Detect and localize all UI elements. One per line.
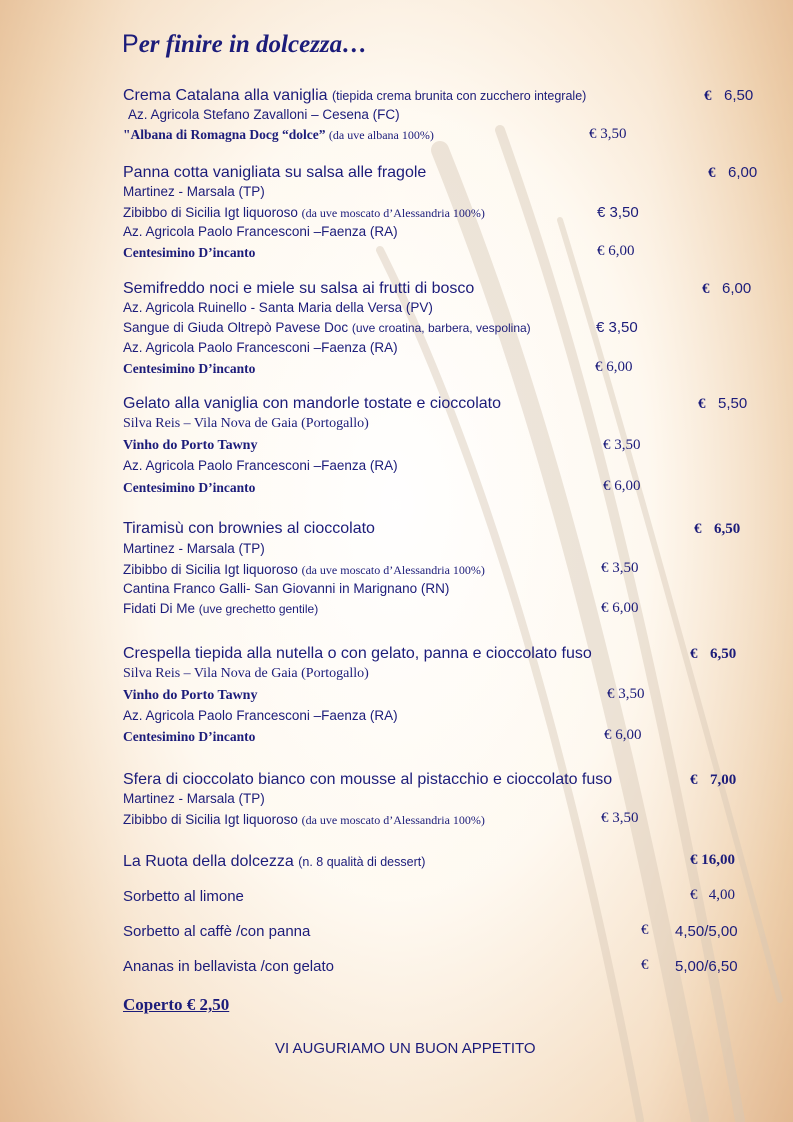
wine-price: € 3,50 — [603, 437, 641, 453]
wine-name: Fidati Di Me (uve grechetto gentile) — [123, 601, 319, 616]
dish-price: € 6,00 — [702, 280, 752, 297]
wine-price: € 6,00 — [603, 478, 641, 494]
page-title: Per finire in dolcezza… — [122, 30, 368, 58]
wine-name: Vinho do Porto Tawny — [123, 438, 258, 453]
wine-name: Centesimino D’incanto — [123, 361, 256, 376]
extra-item-currency: € — [641, 922, 649, 938]
dish-price: € 5,50 — [698, 395, 748, 412]
producer: Az. Agricola Paolo Francesconi –Faenza (RA) — [123, 708, 398, 723]
dish-name: Sfera di cioccolato bianco con mousse al pistacchio e cioccolato fuso — [123, 771, 613, 788]
extra-item-price: 5,00/6,50 — [675, 958, 738, 975]
producer: Az. Agricola Ruinello - Santa Maria della Versa (PV) — [123, 300, 433, 315]
wine-name: Centesimino D’incanto — [123, 480, 256, 495]
wine-price: € 6,00 — [604, 727, 642, 743]
dish-price: € 6,50 — [704, 87, 754, 104]
producer: Az. Agricola Paolo Francesconi –Faenza (RA) — [123, 340, 398, 355]
dish-price: € 6,00 — [708, 164, 758, 181]
extra-item-name: Sorbetto al limone — [123, 888, 244, 905]
wine-name: Centesimino D’incanto — [123, 245, 256, 260]
producer: Martinez - Marsala (TP) — [123, 791, 265, 806]
closing-greeting: VI AUGURIAMO UN BUON APPETITO — [275, 1040, 536, 1057]
wine-name: Vinho do Porto Tawny — [123, 688, 258, 703]
wine-price: € 3,50 — [596, 319, 638, 336]
dish-name: Tiramisù con brownies al cioccolato — [123, 520, 375, 537]
dish-name: Crema Catalana alla vaniglia (tiepida crema brunita con zucchero integrale) — [123, 87, 587, 104]
dish-name: Crespella tiepida alla nutella o con gelato, panna e cioccolato fuso — [123, 645, 592, 662]
extra-item-price: 4,50/5,00 — [675, 923, 738, 940]
wine-name: Sangue di Giuda Oltrepò Pavese Doc (uve croatina, barbera, vespolina) — [123, 320, 531, 335]
producer: Az. Agricola Stefano Zavalloni – Cesena (FC) — [128, 107, 400, 122]
wine-price: € 6,00 — [597, 243, 635, 259]
dish-price: € 7,00 — [690, 772, 737, 788]
dish-name: Panna cotta vanigliata su salsa alle fragole — [123, 164, 427, 181]
wine-price: € 3,50 — [589, 126, 627, 142]
extra-item-name: Ananas in bellavista /con gelato — [123, 958, 334, 975]
wine-price: € 3,50 — [601, 560, 639, 576]
producer: Cantina Franco Galli- San Giovanni in Marignano (RN) — [123, 581, 450, 596]
wine-name: "Albana di Romagna Docg “dolce” (da uve albana 100%) — [123, 127, 434, 142]
producer: Martinez - Marsala (TP) — [123, 184, 265, 199]
dish-price: € 6,50 — [694, 521, 741, 537]
extra-item-name: Sorbetto al caffè /con panna — [123, 923, 311, 940]
wine-price: € 3,50 — [607, 686, 645, 702]
wine-price: € 3,50 — [597, 204, 639, 221]
wine-name: Zibibbo di Sicilia Igt liquoroso (da uve moscato d’Alessandria 100%) — [123, 205, 485, 220]
extra-item-name: La Ruota della dolcezza (n. 8 qualità di dessert) — [123, 853, 426, 870]
dish-price: € 6,50 — [690, 646, 737, 662]
producer: Silva Reis – Vila Nova de Gaia (Portogallo) — [123, 416, 369, 431]
wine-price: € 3,50 — [601, 810, 639, 826]
wine-price: € 6,00 — [595, 359, 633, 375]
wine-price: € 6,00 — [601, 600, 639, 616]
wine-name: Zibibbo di Sicilia Igt liquoroso (da uve moscato d’Alessandria 100%) — [123, 812, 485, 827]
wine-name: Centesimino D’incanto — [123, 729, 256, 744]
wine-name: Zibibbo di Sicilia Igt liquoroso (da uve moscato d’Alessandria 100%) — [123, 562, 485, 577]
producer: Az. Agricola Paolo Francesconi –Faenza (RA) — [123, 224, 398, 239]
producer: Az. Agricola Paolo Francesconi –Faenza (RA) — [123, 458, 398, 473]
extra-item-price: € 16,00 — [690, 852, 735, 868]
dish-name: Semifreddo noci e miele su salsa ai frutti di bosco — [123, 280, 475, 297]
dish-name: Gelato alla vaniglia con mandorle tostate e cioccolato — [123, 395, 501, 412]
cover-charge: Coperto € 2,50 — [123, 995, 230, 1014]
producer: Martinez - Marsala (TP) — [123, 541, 265, 556]
extra-item-currency: € — [641, 957, 649, 973]
extra-item-price: € 4,00 — [690, 887, 735, 903]
producer: Silva Reis – Vila Nova de Gaia (Portogallo) — [123, 666, 369, 681]
